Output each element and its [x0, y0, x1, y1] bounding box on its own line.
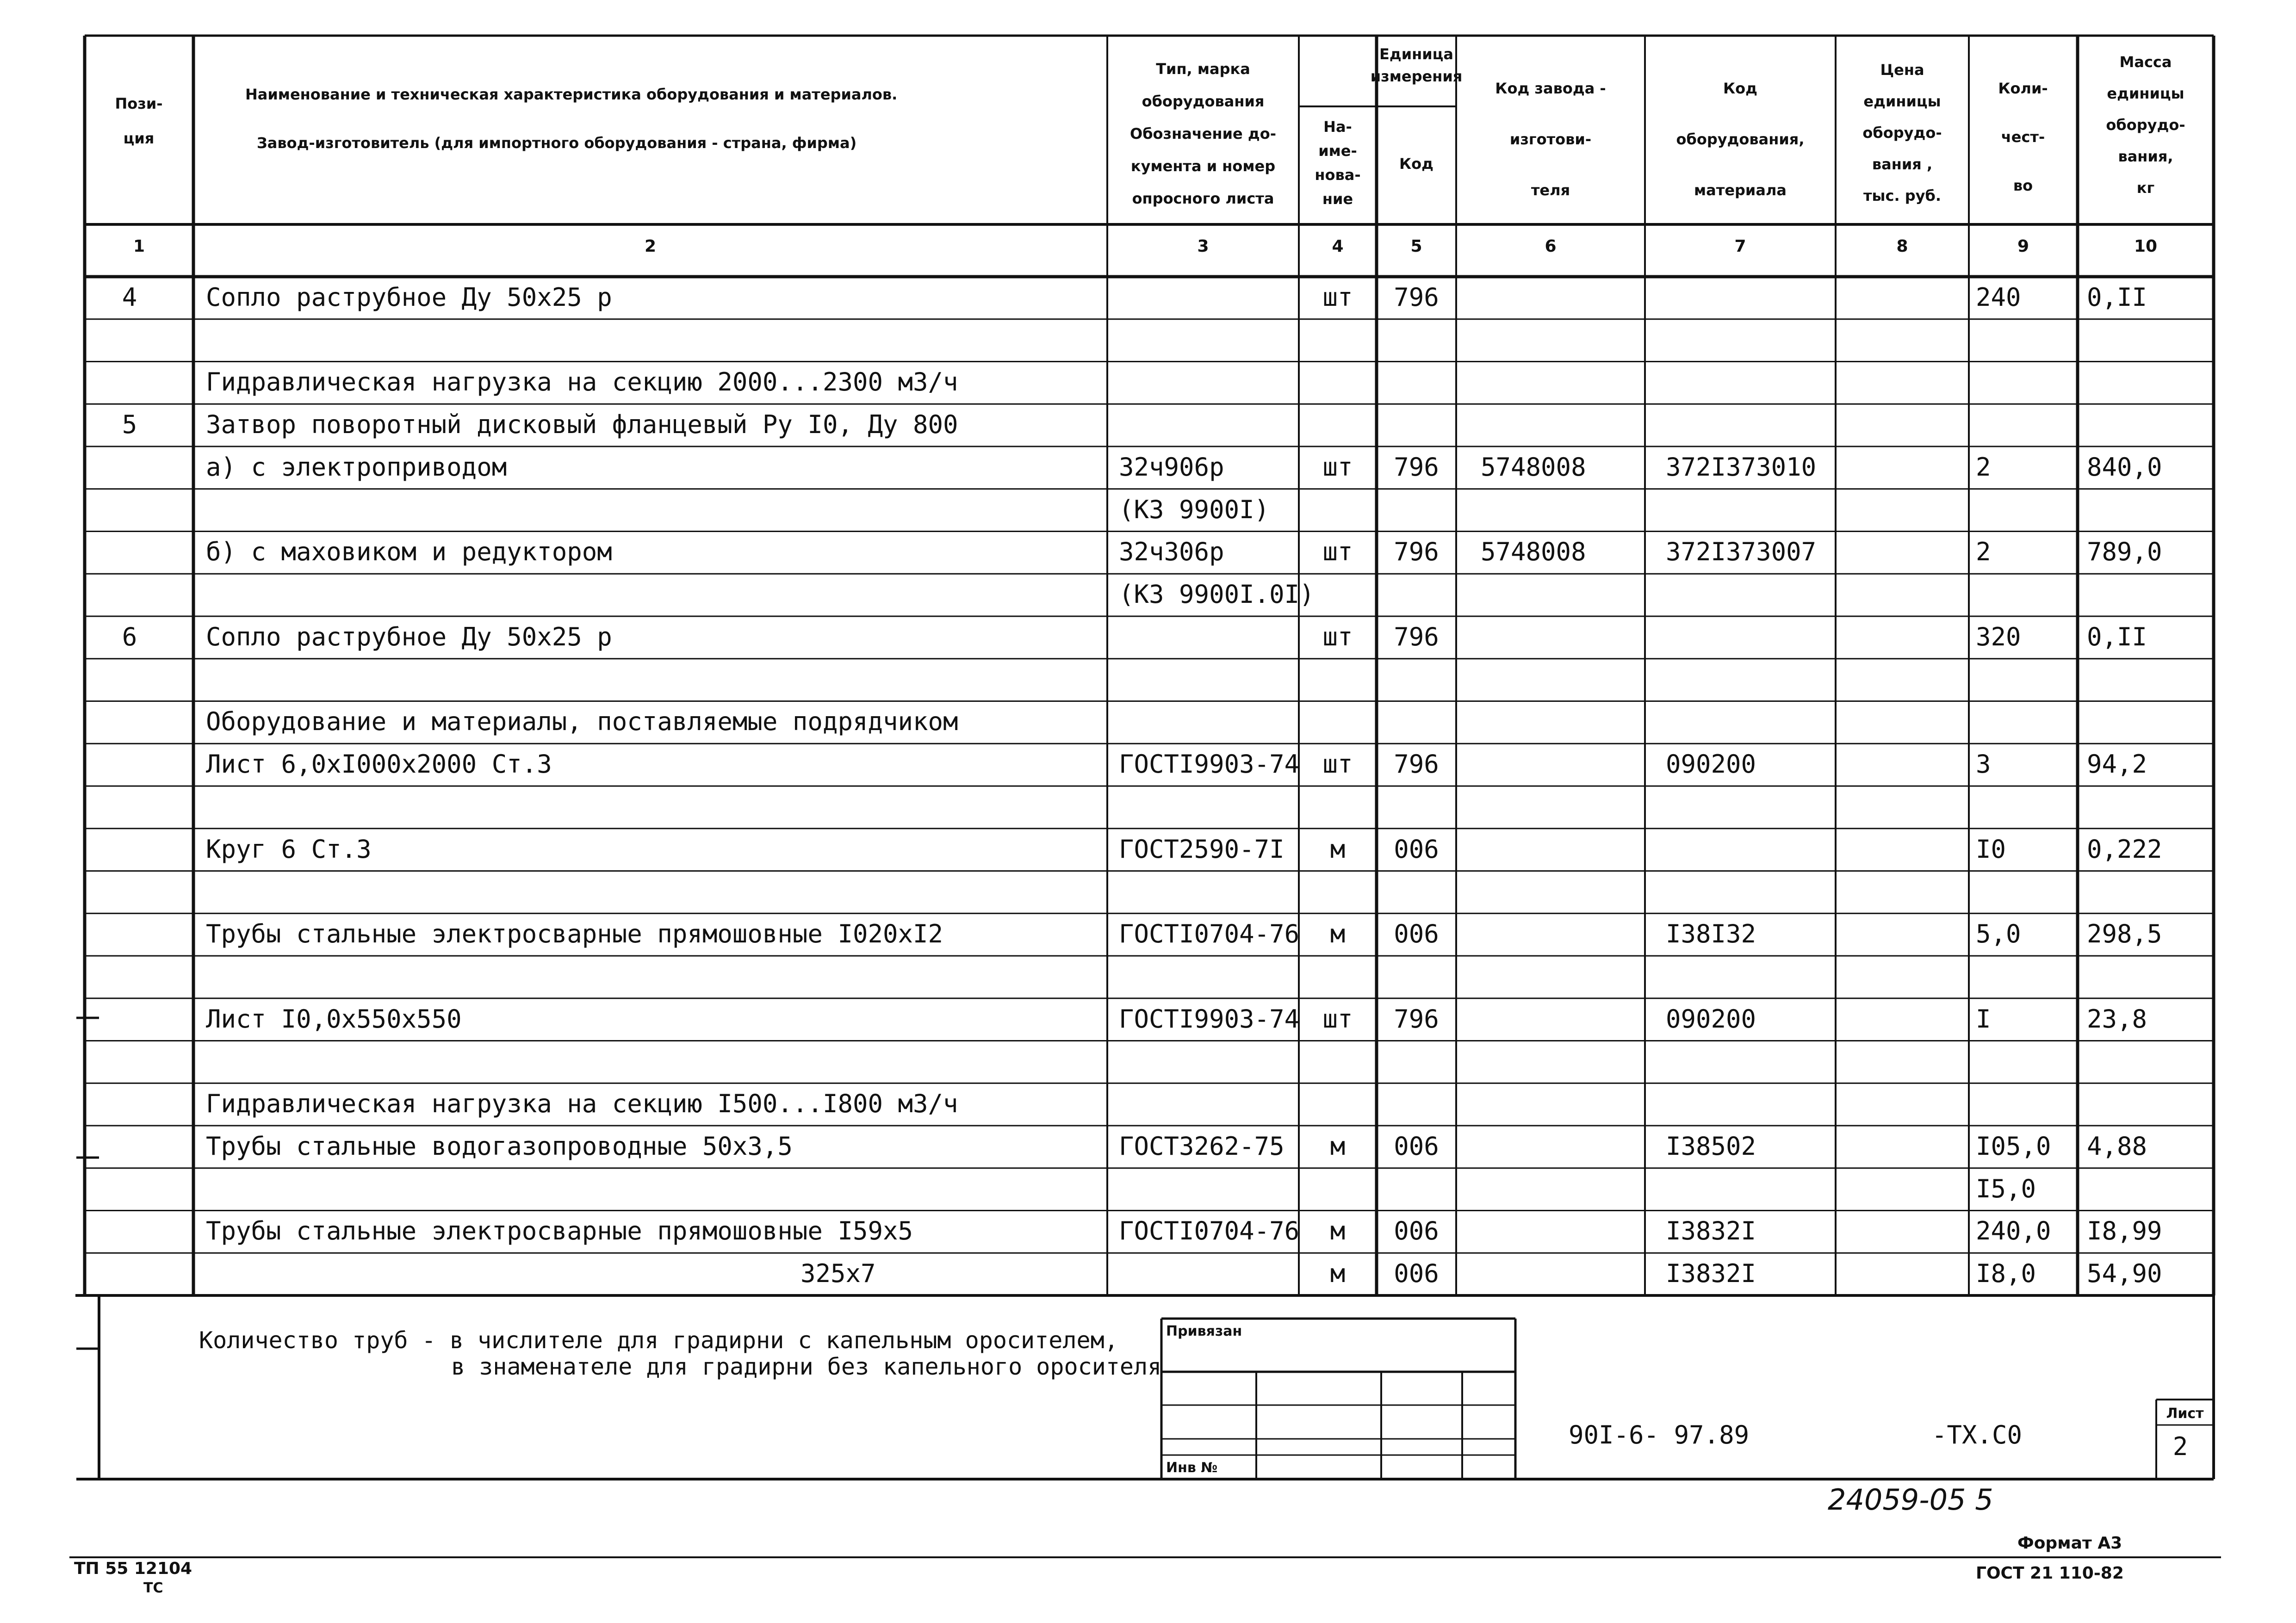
cell-name: Сопло раструбное Ду 50х25 р — [206, 282, 612, 312]
cell-document: 32ч306р — [1119, 537, 1224, 567]
stamp-document-suffix: -ТХ.С0 — [1932, 1420, 2023, 1450]
cell-unit: шт — [1322, 282, 1353, 312]
cell-document: ГОСТ3262-75 — [1119, 1131, 1285, 1161]
cell-name: Гидравлическая нагрузка на секцию 2000...2300 м3/ч — [206, 367, 958, 397]
cell-quantity: I8,0 — [1976, 1259, 2036, 1288]
column-number: 7 — [1734, 237, 1746, 256]
cell-unit-code: 796 — [1394, 282, 1439, 312]
cell-equipment-code: 090200 — [1666, 750, 1756, 779]
cell-equipment-code: 372I373010 — [1666, 452, 1817, 482]
header-type-doc: оборудования — [1142, 93, 1265, 110]
cell-document: ГОСТ2590-7I — [1119, 834, 1285, 864]
cell-unit-code: 796 — [1394, 452, 1439, 482]
cell-unit-code: 796 — [1394, 537, 1439, 567]
cell-equipment-code: I3832I — [1666, 1259, 1756, 1288]
cell-equipment-code: I38I32 — [1666, 919, 1756, 949]
cell-name: Сопло раструбное Ду 50х25 р — [206, 622, 612, 651]
header-factory-code: изготови- — [1509, 130, 1592, 148]
cell-equipment-code: 372I373007 — [1666, 537, 1817, 567]
header-price: тыс. руб. — [1863, 187, 1942, 204]
column-number: 9 — [2017, 237, 2029, 256]
cell-quantity: 5,0 — [1976, 919, 2021, 949]
cell-mass: 0,II — [2087, 622, 2147, 651]
cell-quantity: I5,0 — [1976, 1174, 2036, 1203]
header-factory: Завод-изготовитель (для импортного оборудования - страна, фирма) — [257, 134, 857, 152]
header-mass: Масса — [2119, 53, 2172, 71]
cell-name: Лист 6,0хI000х2000 Ст.3 — [206, 750, 552, 779]
header-mass: кг — [2136, 179, 2155, 197]
header-price: вания , — [1872, 155, 1933, 173]
stamp-sheet-number: 2 — [2172, 1432, 2188, 1461]
cell-name: Оборудование и материалы, поставляемые подрядчиком — [206, 707, 958, 737]
cell-position: 5 — [122, 410, 137, 440]
cell-unit: м — [1330, 1131, 1346, 1161]
cell-unit-code: 796 — [1394, 1004, 1439, 1034]
cell-document: ГОСТI0704-76 — [1119, 1216, 1300, 1246]
cell-position: 4 — [122, 282, 137, 312]
cell-quantity: 320 — [1976, 622, 2021, 651]
footer-project-code: ТП 55 12104 — [74, 1559, 192, 1578]
header-unit-group: Единица — [1379, 45, 1453, 63]
footer-format: Формат А3 — [2017, 1534, 2122, 1553]
cell-equipment-code: 090200 — [1666, 1004, 1756, 1034]
header-name: Наименование и техническая характеристика оборудования и материалов. — [245, 86, 898, 103]
header-quantity: во — [2013, 177, 2033, 194]
cell-unit-code: 006 — [1394, 1216, 1439, 1246]
cell-unit: шт — [1322, 537, 1353, 567]
stamp-inv-label: Инв № — [1166, 1460, 1218, 1476]
cell-mass: 789,0 — [2087, 537, 2162, 567]
header-mass: оборудо- — [2106, 116, 2185, 134]
header-unit-name: ние — [1322, 190, 1353, 208]
cell-mass: 94,2 — [2087, 750, 2147, 779]
cell-name: а) с электроприводом — [206, 452, 507, 482]
header-type-doc: опросного листа — [1132, 190, 1274, 207]
cell-mass: 54,90 — [2087, 1259, 2162, 1288]
cell-unit: шт — [1322, 1004, 1353, 1034]
cell-quantity: I0 — [1976, 834, 2006, 864]
cell-name: Затвор поворотный дисковый фланцевый Ру I0, Ду 800 — [206, 410, 958, 440]
cell-unit: м — [1330, 1259, 1346, 1288]
header-unit-group: измерения — [1370, 68, 1463, 85]
cell-document: ГОСТI9903-74 — [1119, 1004, 1300, 1034]
cell-unit: шт — [1322, 452, 1353, 482]
cell-quantity: 3 — [1976, 750, 1991, 779]
cell-unit: м — [1330, 834, 1346, 864]
header-mass: вания, — [2118, 148, 2173, 165]
cell-name: 325х7 — [800, 1259, 876, 1288]
cell-document: (КЗ 9900I) — [1119, 495, 1270, 524]
header-equipment-code: материала — [1694, 181, 1787, 199]
column-number: 10 — [2134, 237, 2158, 256]
cell-document: ГОСТI0704-76 — [1119, 919, 1300, 949]
header-mass: единицы — [2107, 85, 2184, 102]
cell-unit-code: 006 — [1394, 1259, 1439, 1288]
header-equipment-code: оборудования, — [1676, 130, 1805, 148]
cell-unit-code: 796 — [1394, 622, 1439, 651]
cell-name: Лист I0,0х550х550 — [206, 1004, 462, 1034]
column-number: 5 — [1410, 237, 1422, 256]
header-unit-code: Код — [1399, 155, 1433, 173]
cell-unit: шт — [1322, 622, 1353, 651]
cell-name: Трубы стальные электросварные прямошовные I020хI2 — [206, 919, 943, 949]
cell-factory-code: 5748008 — [1481, 537, 1586, 567]
column-number: 3 — [1197, 237, 1209, 256]
header-unit-name: име- — [1318, 142, 1357, 160]
cell-mass: I8,99 — [2087, 1216, 2162, 1246]
header-quantity: Коли- — [1998, 80, 2048, 97]
cell-name: Гидравлическая нагрузка на секцию I500...I800 м3/ч — [206, 1089, 958, 1119]
cell-unit-code: 796 — [1394, 750, 1439, 779]
cell-name: Трубы стальные электросварные прямошовные I59х5 — [206, 1216, 913, 1246]
cell-unit: м — [1330, 919, 1346, 949]
cell-name: б) с маховиком и редуктором — [206, 537, 612, 567]
column-number: 2 — [644, 237, 657, 256]
header-type-doc: кумента и номер — [1130, 157, 1276, 175]
stamp-document-code: 90I-6- 97.89 — [1569, 1420, 1750, 1450]
header-quantity: чест- — [2001, 128, 2045, 146]
stamp-bound-label: Привязан — [1166, 1323, 1242, 1339]
note-line-2: в знаменателе для градирни без капельного оросителя — [451, 1353, 1162, 1380]
header-price: единицы — [1863, 93, 1941, 110]
cell-quantity: I — [1976, 1004, 1991, 1034]
header-type-doc: Обозначение до- — [1130, 125, 1276, 142]
footer-suffix: ТС — [143, 1580, 163, 1596]
cell-quantity: I05,0 — [1976, 1131, 2051, 1161]
cell-name: Круг 6 Ст.3 — [206, 834, 372, 864]
handwritten-number: 24059-05 5 — [1828, 1483, 1993, 1517]
cell-quantity: 240 — [1976, 282, 2021, 312]
cell-mass: 840,0 — [2087, 452, 2162, 482]
header-price: оборудо- — [1862, 124, 1942, 142]
cell-quantity: 2 — [1976, 537, 1991, 567]
cell-mass: 23,8 — [2087, 1004, 2147, 1034]
header-type-doc: Тип, марка — [1156, 60, 1250, 78]
cell-unit: шт — [1322, 750, 1353, 779]
stamp-sheet-label: Лист — [2166, 1406, 2204, 1422]
cell-document: ГОСТI9903-74 — [1119, 750, 1300, 779]
header-unit-name: На- — [1323, 118, 1352, 136]
column-number: 8 — [1896, 237, 1908, 256]
cell-unit-code: 006 — [1394, 834, 1439, 864]
header-unit-name: нова- — [1315, 166, 1361, 184]
cell-unit-code: 006 — [1394, 919, 1439, 949]
header-factory-code: теля — [1531, 181, 1570, 199]
cell-document: 32ч906р — [1119, 452, 1224, 482]
cell-quantity: 2 — [1976, 452, 1991, 482]
footer-standard: ГОСТ 21 110-82 — [1976, 1564, 2124, 1583]
cell-document: (КЗ 9900I.0I) — [1119, 580, 1315, 609]
header-factory-code: Код завода - — [1495, 80, 1606, 97]
cell-equipment-code: I38502 — [1666, 1131, 1756, 1161]
cell-position: 6 — [122, 622, 137, 651]
header-equipment-code: Код — [1723, 80, 1757, 97]
cell-mass: 298,5 — [2087, 919, 2162, 949]
note-line-1: Количество труб - в числителе для градирни с капельным оросителем, — [199, 1327, 1118, 1354]
column-number: 6 — [1545, 237, 1557, 256]
column-number: 4 — [1332, 237, 1344, 256]
header-price: Цена — [1880, 61, 1924, 79]
cell-mass: 0,II — [2087, 282, 2147, 312]
cell-equipment-code: I3832I — [1666, 1216, 1756, 1246]
cell-mass: 0,222 — [2087, 834, 2162, 864]
cell-name: Трубы стальные водогазопроводные 50х3,5 — [206, 1131, 793, 1161]
header-position: ция — [123, 130, 155, 147]
column-number: 1 — [133, 237, 145, 256]
cell-unit-code: 006 — [1394, 1131, 1439, 1161]
header-position: Пози- — [115, 95, 163, 112]
cell-quantity: 240,0 — [1976, 1216, 2051, 1246]
cell-factory-code: 5748008 — [1481, 452, 1586, 482]
cell-mass: 4,88 — [2087, 1131, 2147, 1161]
cell-unit: м — [1330, 1216, 1346, 1246]
